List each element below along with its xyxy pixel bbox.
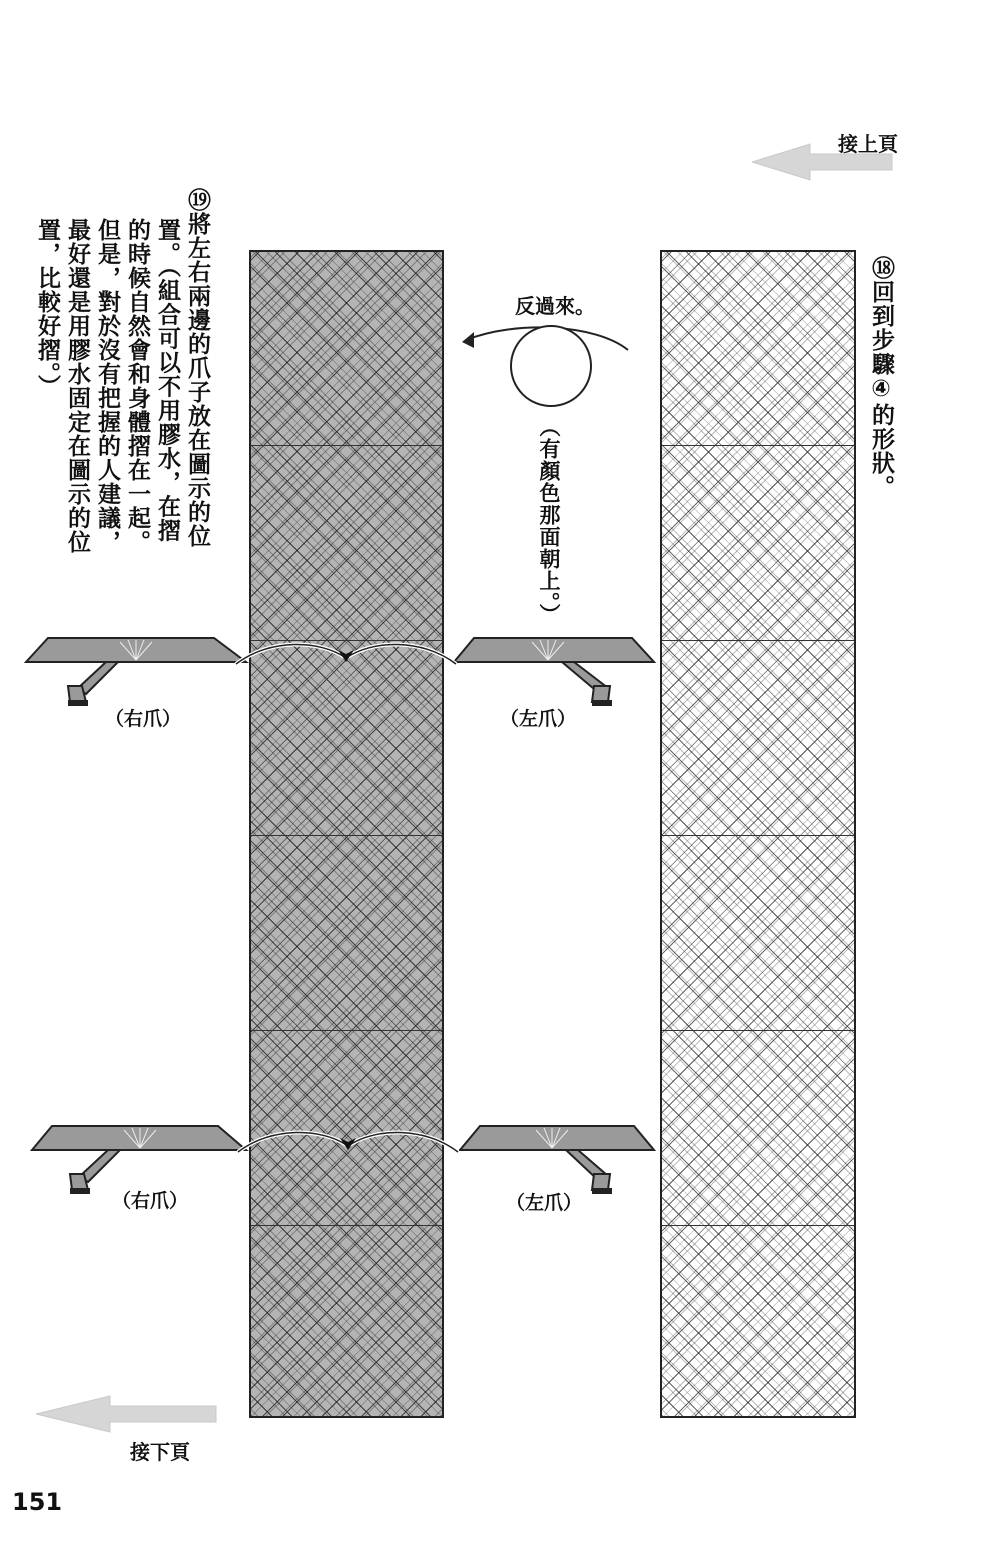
step19-line-5: 最好還是用膠水固定在圖示的位 [64,218,90,554]
left-claw-upper-illustration [452,636,658,712]
placement-arrows-lower [232,1122,464,1162]
fold-line [662,1225,854,1226]
fold-line [662,640,854,641]
flip-label: 反過來。 [515,294,595,318]
fold-line [251,1030,442,1031]
prev-page-label: 接上頁 [838,132,898,156]
arrow-left-icon [752,142,894,182]
step19-line-3: 的時候自然會和身體摺在一起。 [124,218,150,554]
flip-over-icon [456,318,636,410]
folded-strip-step4-shape [660,250,856,1418]
fold-line [251,445,442,446]
fold-line [662,1030,854,1031]
fold-line [662,445,854,446]
step19-line-2: 置。（組合可以不用膠水，在摺 [154,218,180,543]
right-claw-label-lower: （右爪） [112,1190,189,1212]
step19-line-6: 置，比較好摺。） [34,218,60,399]
placement-arrows-upper [230,636,462,676]
step19-line-1: ⑲將左右兩邊的爪子放在圖示的位 [184,188,210,548]
color-side-up-note: （有顏色那面朝上。） [537,416,561,626]
left-claw-label-upper: （左爪） [500,708,577,730]
fold-line [251,1225,442,1226]
folded-strip-colored-side [249,250,444,1418]
fold-line [251,835,442,836]
page-number: 151 [12,1488,63,1516]
arrow-left-icon [36,1394,218,1434]
step18-text: ⑱回到步驟④的形狀。 [868,256,894,499]
next-page-label: 接下頁 [130,1440,190,1464]
fold-line [662,835,854,836]
step19-line-4: 但是，對於沒有把握的人建議， [94,218,120,554]
left-claw-label-lower: （左爪） [506,1192,583,1214]
right-claw-label-upper: （右爪） [105,708,182,730]
right-claw-upper-illustration [24,636,250,712]
